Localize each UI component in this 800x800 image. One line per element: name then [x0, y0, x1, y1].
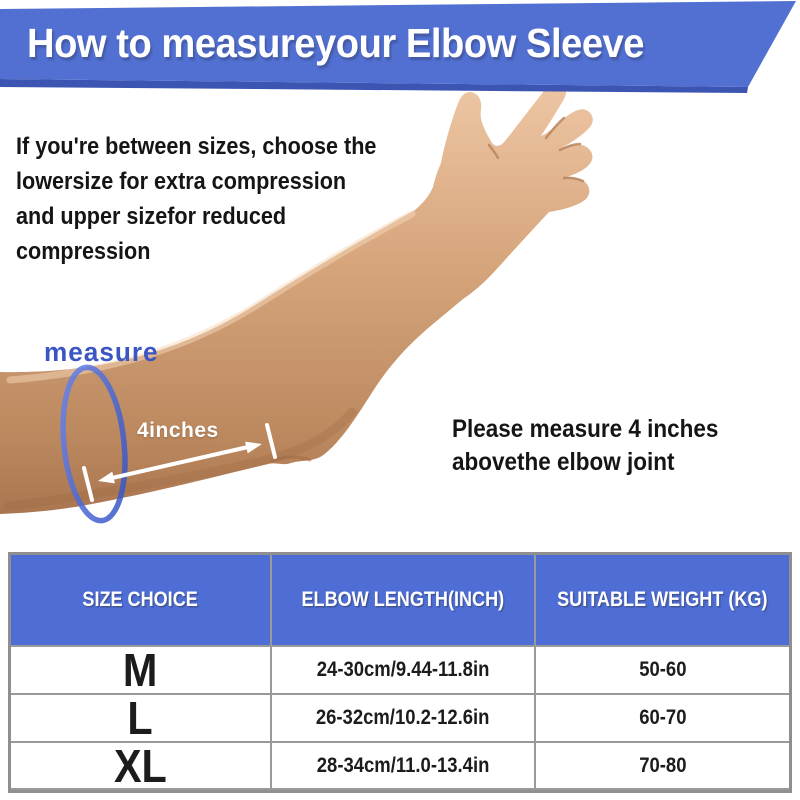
size-chart-header-length: [272, 555, 534, 645]
weight-value: 50-60: [638, 658, 687, 681]
sizing-advice-line: compression: [16, 238, 151, 265]
length-cell: [272, 743, 534, 788]
size-chart-table: [8, 552, 792, 793]
weight-cell: [536, 647, 789, 693]
size-cell: [11, 692, 270, 744]
length-value: 26-32cm/10.2-12.6in: [316, 706, 490, 729]
size-chart-header-weight: [536, 555, 789, 645]
size-value: XL: [114, 739, 167, 792]
arrow-length-label: 4inches: [137, 419, 219, 442]
size-value: M: [123, 644, 158, 696]
page-title: How to measureyour Elbow Sleeve: [27, 20, 645, 66]
size-value: L: [127, 692, 154, 744]
length-cell: [272, 647, 534, 693]
header-label: SIZE CHOICE: [82, 588, 199, 611]
size-cell: [11, 739, 270, 792]
header-label: ELBOW LENGTH(INCH): [301, 588, 505, 611]
sizing-advice-line: If you're between sizes, choose the: [16, 133, 377, 160]
weight-cell: [536, 743, 789, 788]
measure-note-line: Please measure 4 inches: [452, 415, 719, 443]
measure-note-text: [452, 413, 748, 479]
measure-note-line: abovethe elbow joint: [452, 448, 675, 476]
sizing-advice-line: lowersize for extra compression: [16, 168, 347, 195]
size-cell: [11, 644, 270, 696]
length-cell: [272, 695, 534, 741]
sizing-advice-line: and upper sizefor reduced: [16, 203, 287, 230]
header-label: SUITABLE WEIGHT (KG): [557, 588, 768, 611]
length-value: 28-34cm/11.0-13.4in: [316, 753, 490, 777]
weight-value: 60-70: [638, 706, 687, 729]
weight-value: 70-80: [638, 753, 687, 777]
measure-label: measure: [44, 337, 159, 367]
sizing-advice-text: [16, 129, 417, 269]
length-value: 24-30cm/9.44-11.8in: [316, 658, 490, 681]
size-chart-header-size: [11, 555, 270, 645]
weight-cell: [536, 695, 789, 741]
